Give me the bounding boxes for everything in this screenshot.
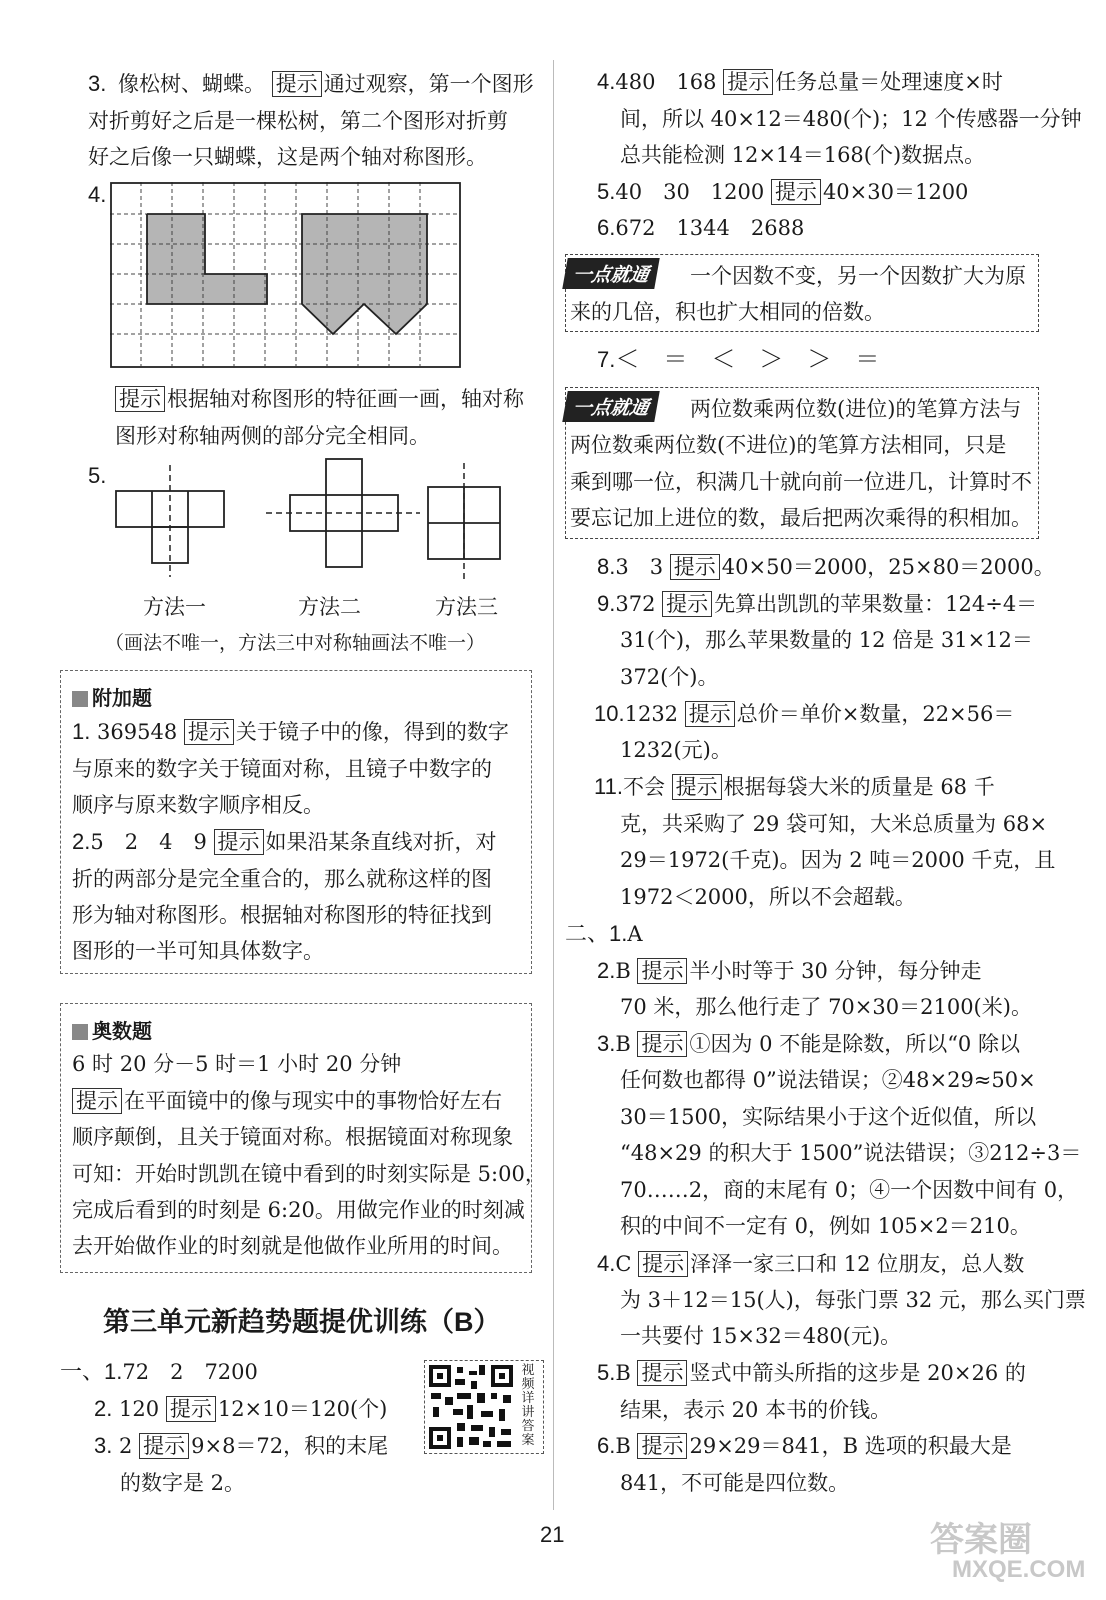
qr-code-icon <box>427 1363 515 1451</box>
olympiad-line2: 顺序颠倒，且关于镜面对称。根据镜面对称现象 <box>72 1125 513 1149</box>
column-divider <box>553 60 554 1510</box>
hint-tag: 提示 <box>723 69 773 95</box>
right-q8: 8.3 3 提示 40×50＝2000，25×80＝2000。 <box>597 554 1055 579</box>
section-title: 第三单元新趋势题提优训练（B） <box>103 1307 501 1337</box>
part1-q3-line2: 的数字是 2。 <box>120 1471 246 1495</box>
tip2-line1: 两位数乘两位数(进位)的笔算方法与 <box>690 397 1022 421</box>
right-q11-line3: 29＝1972(千克)。因为 2 吨＝2000 千克，且 <box>620 848 1056 872</box>
method-three-label: 方法三 <box>435 595 498 619</box>
tip2-line3: 乘到哪一位，积满几十就向前一位进几，计算时不 <box>570 470 1032 494</box>
qr-code-label: 视频详讲答案 <box>521 1362 535 1447</box>
hint-tag: 提示 <box>637 1433 687 1459</box>
part2-q6-line1: 6.B 提示 29×29＝841，B 选项的积最大是 <box>597 1433 1012 1458</box>
part2-q5-line1: 5.B 提示 竖式中箭头所指的这步是 20×26 的 <box>597 1360 1026 1385</box>
hint-tag: 提示 <box>637 958 687 984</box>
part2-q3-line4: “48×29 的积大于 1500”说法错误；③212÷3＝ <box>620 1141 1082 1165</box>
hint-tag: 提示 <box>184 719 234 745</box>
extra-item1-line2: 与原来的数字关于镜面对称，且镜子中数字的 <box>72 757 492 781</box>
olympiad-title: 奥数题 <box>72 1015 152 1044</box>
hint-tag: 提示 <box>637 1360 687 1386</box>
tip-label-1: 一点就通 <box>562 258 659 289</box>
q5-note: （画法不唯一，方法三中对称轴画法不唯一） <box>105 632 486 654</box>
right-q11-line1: 11.不会 提示 根据每袋大米的质量是 68 千 <box>594 774 995 799</box>
part2-q2-line2: 70 米，那么他行走了 70×30＝2100(米)。 <box>620 995 1032 1019</box>
part2-q5-line2: 结果，表示 20 本书的价钱。 <box>620 1398 892 1422</box>
hint-tag: 提示 <box>115 386 165 412</box>
q4-number: 4. <box>88 182 107 207</box>
q4-hint-line2: 图形对称轴两侧的部分完全相同。 <box>115 424 430 448</box>
q3-line1: 像松树、蝴蝶。 提示 通过观察，第一个图形 <box>118 72 534 96</box>
right-q11-line4: 1972＜2000，所以不会超载。 <box>620 885 916 909</box>
shape-house-points <box>302 304 427 334</box>
q3-number: 3. <box>88 71 107 96</box>
extra-item2-line2: 折的两部分是完全重合的，那么就称这样的图 <box>72 867 492 891</box>
right-q9-line1: 9.372 提示 先算出凯凯的苹果数量：124÷4＝ <box>597 591 1038 616</box>
hint-tag: 提示 <box>139 1433 189 1459</box>
method-two-label: 方法二 <box>298 595 361 619</box>
part2-q3-line3: 30＝1500，实际结果小于这个近似值，所以 <box>620 1105 1037 1129</box>
hint-tag: 提示 <box>166 1396 216 1422</box>
watermark-url: MXQE.COM <box>952 1556 1086 1583</box>
shape-house-body <box>302 214 427 304</box>
hint-tag: 提示 <box>637 1031 687 1057</box>
hint-tag: 提示 <box>72 1088 122 1114</box>
watermark-logo: 答案圈 <box>930 1521 1032 1559</box>
hint-tag: 提示 <box>771 179 821 205</box>
part2-q4-line3: 一共要付 15×32＝480(元)。 <box>620 1324 902 1348</box>
olympiad-line3: 可知：开始时凯凯在镜中看到的时刻实际是 5:00， <box>72 1162 546 1186</box>
part2-q2-line1: 2.B 提示 半小时等于 30 分钟，每分钟走 <box>597 958 982 983</box>
page-number: 21 <box>540 1522 565 1547</box>
olympiad-line4: 完成后看到的时刻是 6:20。用做完作业的时刻减 <box>72 1198 525 1222</box>
method-one-label: 方法一 <box>143 595 206 619</box>
hint-tag: 提示 <box>662 591 712 617</box>
olympiad-line5: 去开始做作业的时刻就是他做作业所用的时间。 <box>72 1234 513 1258</box>
tip1-line1: 一个因数不变，另一个因数扩大为原 <box>690 264 1026 288</box>
part2-q1: 二、1.A <box>565 921 643 946</box>
right-q9-line3: 372(个)。 <box>620 665 719 689</box>
right-q6: 6.672 1344 2688 <box>597 215 805 240</box>
extra-item1-line3: 顺序与原来数字顺序相反。 <box>72 793 324 817</box>
shape-l-lower <box>147 274 267 304</box>
tip2-line4: 要忘记加上进位的数，最后把两次乘得的积相加。 <box>570 506 1032 530</box>
section-square-icon <box>72 1024 88 1040</box>
extra-questions-title: 附加题 <box>72 682 152 711</box>
right-q9-line2: 31(个)，那么苹果数量的 12 倍是 31×12＝ <box>620 628 1033 652</box>
extra-item2-line4: 图形的一半可知具体数字。 <box>72 939 324 963</box>
q4-hint-line1: 提示 根据轴对称图形的特征画一画，轴对称 <box>115 385 524 413</box>
hint-tag: 提示 <box>670 554 720 580</box>
part1-q1: 一、1.72 2 7200 <box>60 1359 258 1384</box>
right-q4-line3: 总共能检测 12×14＝168(个)数据点。 <box>620 143 986 167</box>
right-q7: 7.＜ ＝ ＜ ＞ ＞ ＝ <box>597 345 880 373</box>
part2-q3-line6: 积的中间不一定有 0，例如 105×2＝210。 <box>620 1214 1031 1238</box>
extra-item2-line1: 2.5 2 4 9 提示 如果沿某条直线对折，对 <box>72 829 497 854</box>
extra-item1-line1: 1. 369548 提示 关于镜子中的像，得到的数字 <box>72 719 509 744</box>
part2-q3-line2: 任何数也都得 0”说法错误；②48×29≈50× <box>620 1068 1036 1092</box>
olympiad-line1: 提示 在平面镜中的像与现实中的事物恰好左右 <box>72 1087 502 1115</box>
part2-q4-line1: 4.C 提示 泽泽一家三口和 12 位朋友，总人数 <box>597 1251 1025 1276</box>
right-q10-line2: 1232(元)。 <box>620 738 732 762</box>
right-q4-line1: 4.480 168 提示 任务总量＝处理速度×时 <box>597 69 1003 94</box>
right-q10-line1: 10.1232 提示 总价＝单价×数量，22×56＝ <box>594 701 1015 726</box>
right-q11-line2: 克，共采购了 29 袋可知，大米总质量为 68× <box>620 812 1048 836</box>
q3-line3: 好之后像一只蝴蝶，这是两个轴对称图形。 <box>88 145 487 169</box>
hint-tag: 提示 <box>685 701 735 727</box>
olympiad-answer: 6 时 20 分－5 时＝1 小时 20 分钟 <box>72 1052 402 1076</box>
extra-item2-line3: 形为轴对称图形。根据轴对称图形的特征找到 <box>72 903 492 927</box>
part2-q3-line5: 70……2，商的末尾有 0；④一个因数中间有 0， <box>620 1178 1079 1202</box>
q5-number: 5. <box>88 463 107 488</box>
part1-q2: 2. 120 提示 12×10＝120(个) <box>94 1396 388 1421</box>
section-square-icon <box>72 691 88 707</box>
part1-q3: 3. 2 提示 9×8＝72，积的末尾 <box>94 1433 389 1458</box>
part2-q6-line2: 841，不可能是四位数。 <box>620 1471 850 1495</box>
right-q4-line2: 间，所以 40×12＝480(个)；12 个传感器一分钟 <box>620 107 1082 131</box>
q3-line2: 对折剪好之后是一棵松树，第二个图形对折剪 <box>88 109 508 133</box>
qr-code-panel[interactable] <box>424 1360 544 1454</box>
part2-q4-line2: 为 3＋12＝15(人)，每张门票 32 元，那么买门票 <box>620 1288 1086 1312</box>
hint-tag: 提示 <box>638 1251 688 1277</box>
tip1-line2: 来的几倍，积也扩大相同的倍数。 <box>570 300 885 324</box>
q5-net-figures <box>110 455 530 585</box>
tip2-line2: 两位数乘两位数(不进位)的笔算方法相同，只是 <box>570 433 1007 457</box>
part2-q3-line1: 3.B 提示 ①因为 0 不能是除数，所以“0 除以 <box>597 1031 1020 1056</box>
right-q5: 5.40 30 1200 提示 40×30＝1200 <box>597 179 969 204</box>
hint-tag: 提示 <box>214 829 264 855</box>
hint-tag: 提示 <box>272 71 322 97</box>
q4-grid-figure <box>110 182 465 372</box>
tip-label-2: 一点就通 <box>562 391 659 422</box>
hint-tag: 提示 <box>672 774 722 800</box>
